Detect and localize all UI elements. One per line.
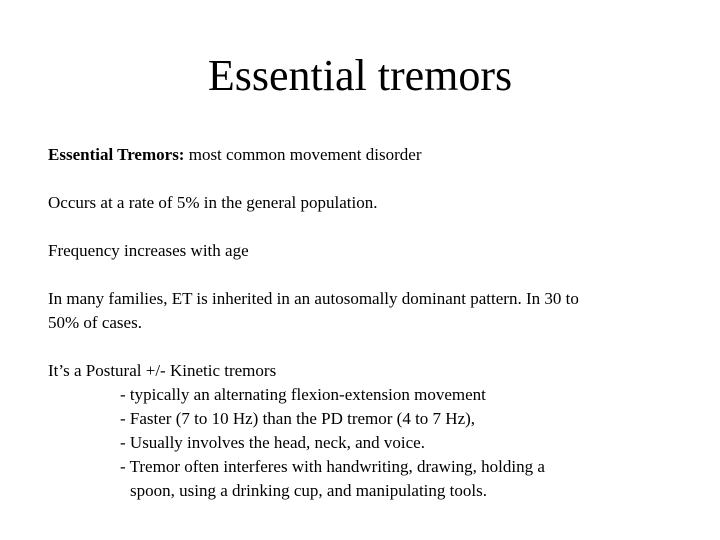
kinetic-bullet-continuation: spoon, using a drinking cup, and manipulating tools. — [130, 481, 487, 500]
rate-paragraph: Occurs at a rate of 5% in the general population. — [48, 193, 378, 212]
kinetic-bullet: - typically an alternating flexion-extension movement — [120, 385, 486, 404]
inheritance-line-2: 50% of cases. — [48, 313, 142, 332]
definition-term: Essential Tremors: — [48, 145, 185, 164]
inheritance-line-1: In many families, ET is inherited in an autosomally dominant pattern. In 30 to — [48, 289, 579, 308]
kinetic-heading: It’s a Postural +/- Kinetic tremors — [48, 361, 277, 380]
frequency-paragraph: Frequency increases with age — [48, 241, 249, 260]
inheritance-paragraph — [48, 287, 688, 335]
kinetic-section — [48, 359, 688, 503]
kinetic-bullet: - Faster (7 to 10 Hz) than the PD tremor (4 to 7 Hz), — [120, 409, 476, 428]
kinetic-bullet: - Tremor often interferes with handwriting, drawing, holding a — [120, 457, 545, 476]
slide-title: Essential tremors — [207, 51, 513, 100]
kinetic-bullet: - Usually involves the head, neck, and voice. — [120, 433, 425, 452]
slide-body — [48, 143, 688, 503]
definition-text: most common movement disorder — [184, 145, 422, 164]
definition-paragraph — [48, 143, 688, 167]
